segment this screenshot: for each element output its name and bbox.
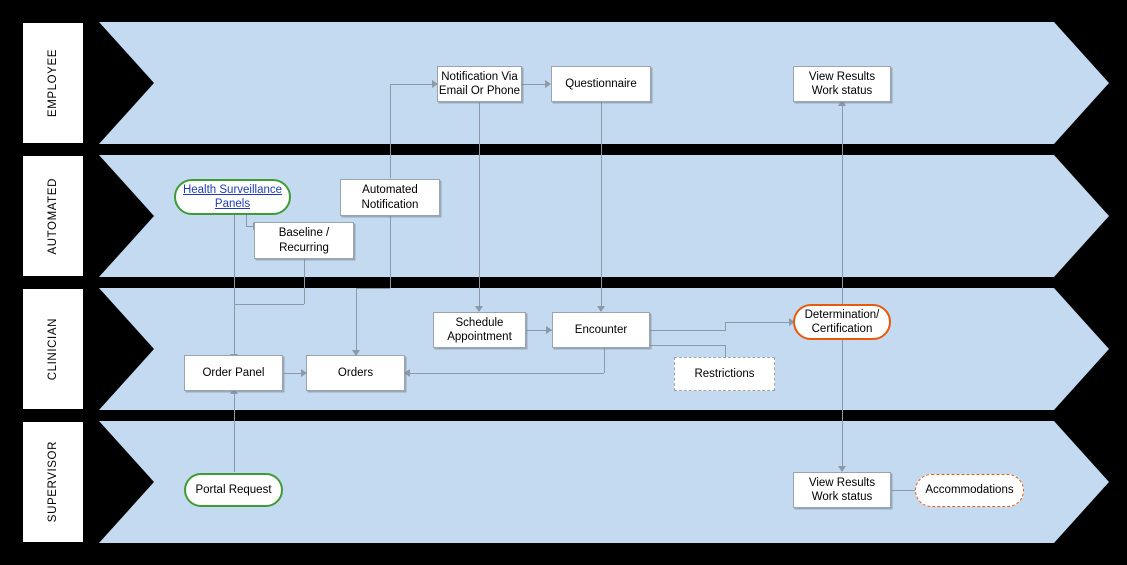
- conn-questionnaire-to-encounter-v: [601, 100, 602, 310]
- node-baseline-recurring[interactable]: [254, 222, 354, 259]
- node-determination-line1: Determination/: [804, 308, 880, 321]
- node-accommodations-label: Accommodations: [925, 484, 1014, 497]
- conn-viewresults-to-accommodations: [892, 490, 917, 491]
- node-questionnaire[interactable]: [551, 66, 651, 102]
- conn-autonotif-down-v: [390, 216, 391, 288]
- node-automated-notification[interactable]: [340, 179, 440, 216]
- node-portal-request[interactable]: [184, 473, 283, 507]
- node-determination-certification[interactable]: [793, 304, 891, 340]
- conn-hsp-to-order-panel-v: [234, 214, 235, 359]
- conn-autonotif-to-emailnotif-h: [390, 84, 437, 85]
- node-orders-label: Orders: [337, 366, 374, 379]
- conn-autonotif-riser: [390, 84, 391, 101]
- node-automated-notification-line2: Notification: [361, 198, 419, 211]
- conn-determination-to-viewresults-emp-v: [842, 100, 843, 305]
- lane-label-employee: [22, 22, 84, 144]
- conn-hsp-to-baseline-v: [246, 214, 247, 226]
- lane-label-employee-text: EMPLOYEE: [47, 48, 59, 118]
- conn-autonotif-to-emailnotif-v: [390, 100, 391, 178]
- lane-label-clinician: [22, 288, 84, 410]
- conn-orders-to-encounter-h: [406, 373, 604, 374]
- conn-baseline-left-h: [234, 304, 304, 305]
- node-questionnaire-label: Questionnaire: [565, 77, 637, 90]
- conn-encounter-to-determination-h2: [725, 322, 795, 323]
- node-restrictions-label: Restrictions: [694, 367, 755, 380]
- conn-autonotif-to-orders-h: [356, 288, 390, 289]
- node-encounter[interactable]: [552, 312, 650, 348]
- lane-label-clinician-text: CLINICIAN: [47, 317, 59, 381]
- node-view-results-emp-line1: View Results: [808, 70, 876, 83]
- node-notification-line2: Email Or Phone: [438, 85, 521, 97]
- node-portal-request-label: Portal Request: [195, 483, 272, 496]
- node-view-results-sup-line2: Work status: [811, 491, 873, 503]
- conn-determination-to-viewresults-sup-v: [842, 340, 843, 470]
- lane-band-automated: [99, 155, 1109, 277]
- node-order-panel-label: Order Panel: [202, 366, 265, 379]
- node-view-results-work-status-employee[interactable]: [793, 66, 891, 102]
- lane-label-automated-text: AUTOMATED: [47, 177, 59, 255]
- node-baseline-line2: Recurring: [279, 241, 329, 254]
- node-determination-line2: Certification: [811, 323, 873, 335]
- conn-baseline-down-v: [304, 259, 305, 304]
- node-order-panel[interactable]: [184, 355, 283, 391]
- node-view-results-work-status-supervisor[interactable]: [793, 472, 891, 508]
- conn-encounter-to-restrictions-h: [650, 345, 725, 346]
- node-schedule-appointment[interactable]: [433, 312, 526, 348]
- node-orders[interactable]: [306, 355, 405, 391]
- lane-label-supervisor: [22, 421, 84, 543]
- conn-encounter-to-determination-v: [725, 322, 726, 331]
- node-notification-via-email-or-phone[interactable]: [437, 66, 522, 102]
- conn-encounter-to-determination-h1: [650, 330, 725, 331]
- node-hsp-line2: Panels: [214, 198, 251, 210]
- node-restrictions[interactable]: [674, 357, 775, 391]
- node-baseline-line1: Baseline /: [278, 227, 330, 240]
- node-notification-line1: Notification Via: [441, 70, 518, 83]
- lane-label-supervisor-text: SUPERVISOR: [47, 441, 59, 523]
- node-view-results-emp-line2: Work status: [811, 85, 873, 97]
- node-encounter-label: Encounter: [574, 323, 628, 336]
- conn-orders-to-encounter-v: [604, 345, 605, 373]
- node-hsp-line1: Health Surveillance: [182, 183, 283, 196]
- node-view-results-sup-line1: View Results: [808, 476, 876, 489]
- node-accommodations[interactable]: [915, 474, 1024, 507]
- node-automated-notification-line1: Automated: [362, 184, 418, 197]
- conn-to-orders-v1: [356, 288, 357, 310]
- node-schedule-line2: Appointment: [447, 331, 512, 343]
- node-health-surveillance-panels[interactable]: [174, 179, 291, 215]
- conn-emailnotif-to-schedule-v: [479, 100, 480, 310]
- lane-label-automated: [22, 155, 84, 277]
- node-schedule-line1: Schedule: [455, 316, 504, 329]
- conn-portalrequest-to-orderpanel-v: [234, 392, 235, 472]
